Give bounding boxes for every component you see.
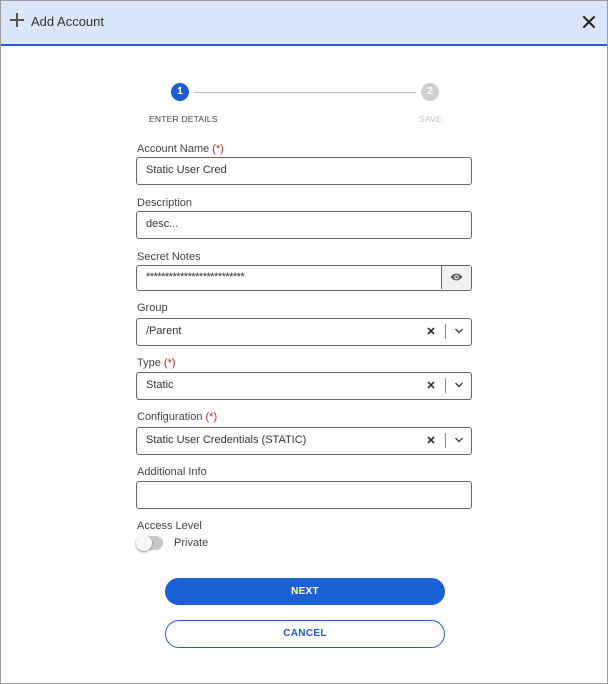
group-value: /Parent [146,325,182,337]
step-2-indicator: 2 [421,83,439,101]
required-marker: (*) [205,411,218,423]
configuration-value: Static User Credentials (STATIC) [146,434,307,446]
eye-icon [450,272,463,282]
chevron-down-icon[interactable] [454,436,464,444]
account-name-label [137,143,224,155]
group-label: Group [137,302,168,314]
account-name-input[interactable]: Static User Cred [136,157,472,185]
close-icon[interactable] [581,14,597,30]
step-1-label: ENTER DETAILS [149,114,218,124]
select-separator [445,378,446,393]
chevron-down-icon[interactable] [454,381,464,389]
type-label-text: Type [137,357,161,369]
select-separator [445,324,446,339]
secret-notes-field[interactable] [136,265,472,291]
step-1-indicator: 1 [171,83,189,101]
access-level-label: Access Level [137,520,202,532]
configuration-label-text: Configuration [137,411,203,423]
additional-info-label: Additional Info [137,466,207,478]
access-level-toggle[interactable] [136,536,163,550]
description-input[interactable]: desc... [136,211,472,239]
chevron-down-icon[interactable] [454,327,464,335]
clear-icon[interactable] [426,435,436,445]
step-connector [194,92,416,93]
show-secret-button[interactable] [441,266,471,289]
type-label [137,357,176,369]
description-label: Description [137,197,193,209]
clear-icon[interactable] [426,326,436,336]
secret-notes-label: Secret Notes [137,251,201,263]
step-2-label: SAVE [419,114,442,124]
configuration-label [137,411,217,423]
cancel-button[interactable]: CANCEL [165,620,445,648]
select-separator [445,433,446,448]
required-marker: (*) [163,357,176,369]
group-select[interactable] [136,318,472,346]
dialog-header [1,1,607,46]
type-select[interactable] [136,372,472,400]
account-name-label-text: Account Name [137,143,210,155]
required-marker: (*) [212,143,224,155]
additional-info-input[interactable] [136,481,472,509]
next-button[interactable]: NEXT [165,578,445,605]
clear-icon[interactable] [426,380,436,390]
type-value: Static [146,379,174,391]
toggle-knob [136,535,152,551]
secret-notes-input[interactable]: ************************** [146,271,245,283]
plus-icon [10,13,24,27]
access-level-toggle-label: Private [174,537,209,549]
configuration-select[interactable] [136,427,472,455]
dialog-title: Add Account [31,14,104,29]
